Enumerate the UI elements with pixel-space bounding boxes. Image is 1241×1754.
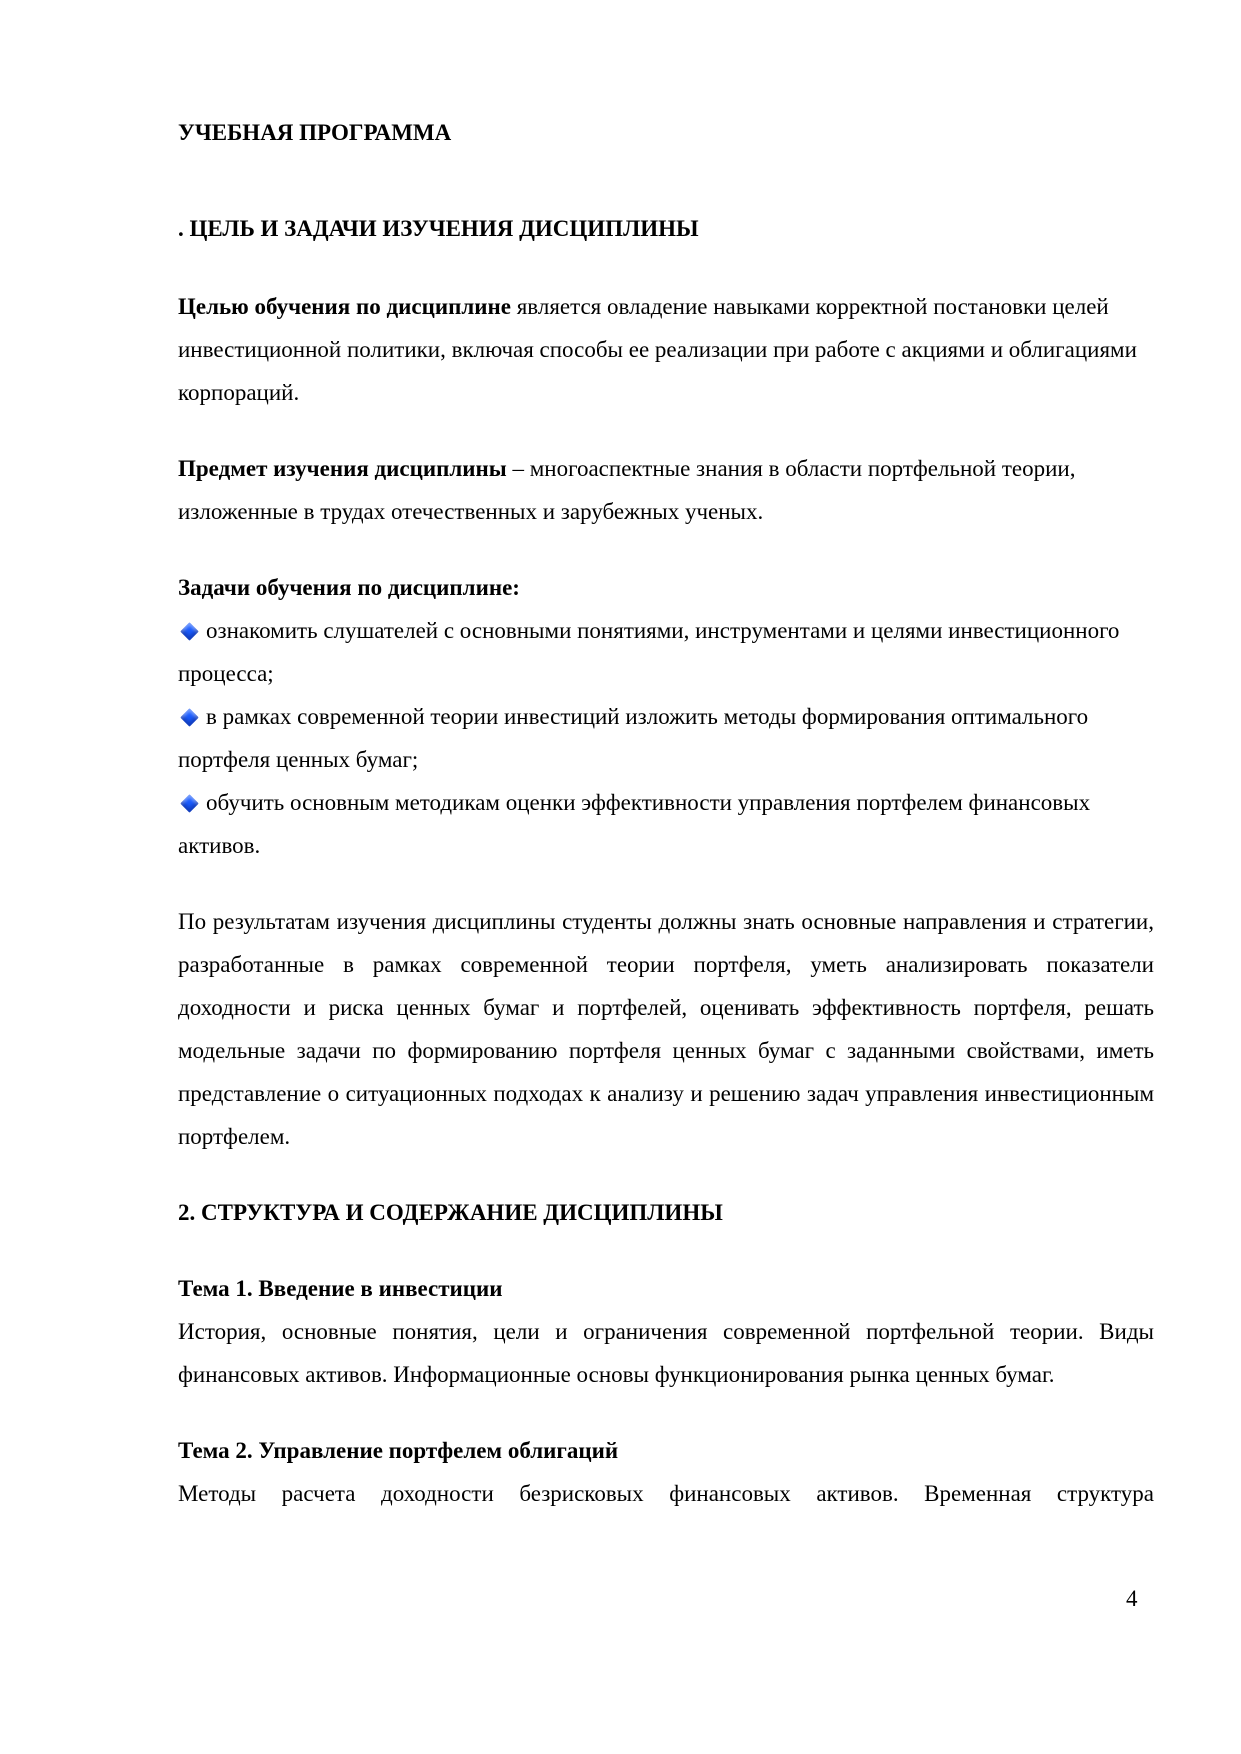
document-page — [178, 111, 1154, 1515]
list-item — [178, 781, 1154, 867]
topic1-title: Тема 1. Введение в инвестиции — [178, 1276, 503, 1301]
goal-paragraph — [178, 285, 1154, 414]
list-item — [178, 609, 1154, 695]
topic2-title: Тема 2. Управление портфелем облигаций — [178, 1438, 619, 1463]
task-text: в рамках современной теории инвестиций изложить методы формирования оптимального портфеля ценных бумаг; — [178, 704, 1089, 772]
goal-text: является овладение навыками корректной постановки целей инвестиционной политики, включая способы ее реализации при работе с акциями и облигациями корпораций. — [178, 294, 1137, 405]
tasks-label: Задачи обучения по дисциплине: — [178, 575, 520, 600]
page-number: 4 — [1126, 1586, 1138, 1611]
section1-heading: . ЦЕЛЬ И ЗАДАЧИ ИЗУЧЕНИЯ ДИСЦИПЛИНЫ — [178, 216, 699, 241]
goal-label: Целью обучения по дисциплине — [178, 294, 511, 319]
diamond-bullet-icon — [180, 709, 198, 727]
topic1-text: История, основные понятия, цели и ограничения современной портфельной теории. Виды финансовых активов. Информационные основы функционирования рынка ценных бумаг. — [178, 1319, 1154, 1387]
results-paragraph: По результатам изучения дисциплины студенты должны знать основные направления и стратегии, разработанные в рамках современной теории портфеля, уметь анализировать показатели доходности и риска ценных бумаг и портфелей, оценивать эффективность портфеля, решать модельные задачи по формированию портфеля ценных бумаг с заданными свойствами, иметь представление о ситуационных подходах к анализу и решению задач управления инвестиционным портфелем. — [178, 909, 1154, 1149]
subject-paragraph — [178, 447, 1154, 533]
document-title: УЧЕБНАЯ ПРОГРАММА — [178, 120, 452, 145]
subject-label: Предмет изучения дисциплины — [178, 456, 507, 481]
topic2-text: Методы расчета доходности безрисковых финансовых активов. Временная структура — [178, 1481, 1154, 1506]
section2-heading: 2. СТРУКТУРА И СОДЕРЖАНИЕ ДИСЦИПЛИНЫ — [178, 1200, 723, 1225]
diamond-bullet-icon — [180, 795, 198, 813]
task-text: обучить основным методикам оценки эффективности управления портфелем финансовых активов. — [178, 790, 1091, 858]
tasks-list — [178, 609, 1154, 867]
subject-text: – многоаспектные знания в области портфельной теории, изложенные в трудах отечественных и зарубежных ученых. — [178, 456, 1076, 524]
list-item — [178, 695, 1154, 781]
task-text: ознакомить слушателей с основными понятиями, инструментами и целями инвестиционного процесса; — [178, 618, 1120, 686]
diamond-bullet-icon — [180, 623, 198, 641]
